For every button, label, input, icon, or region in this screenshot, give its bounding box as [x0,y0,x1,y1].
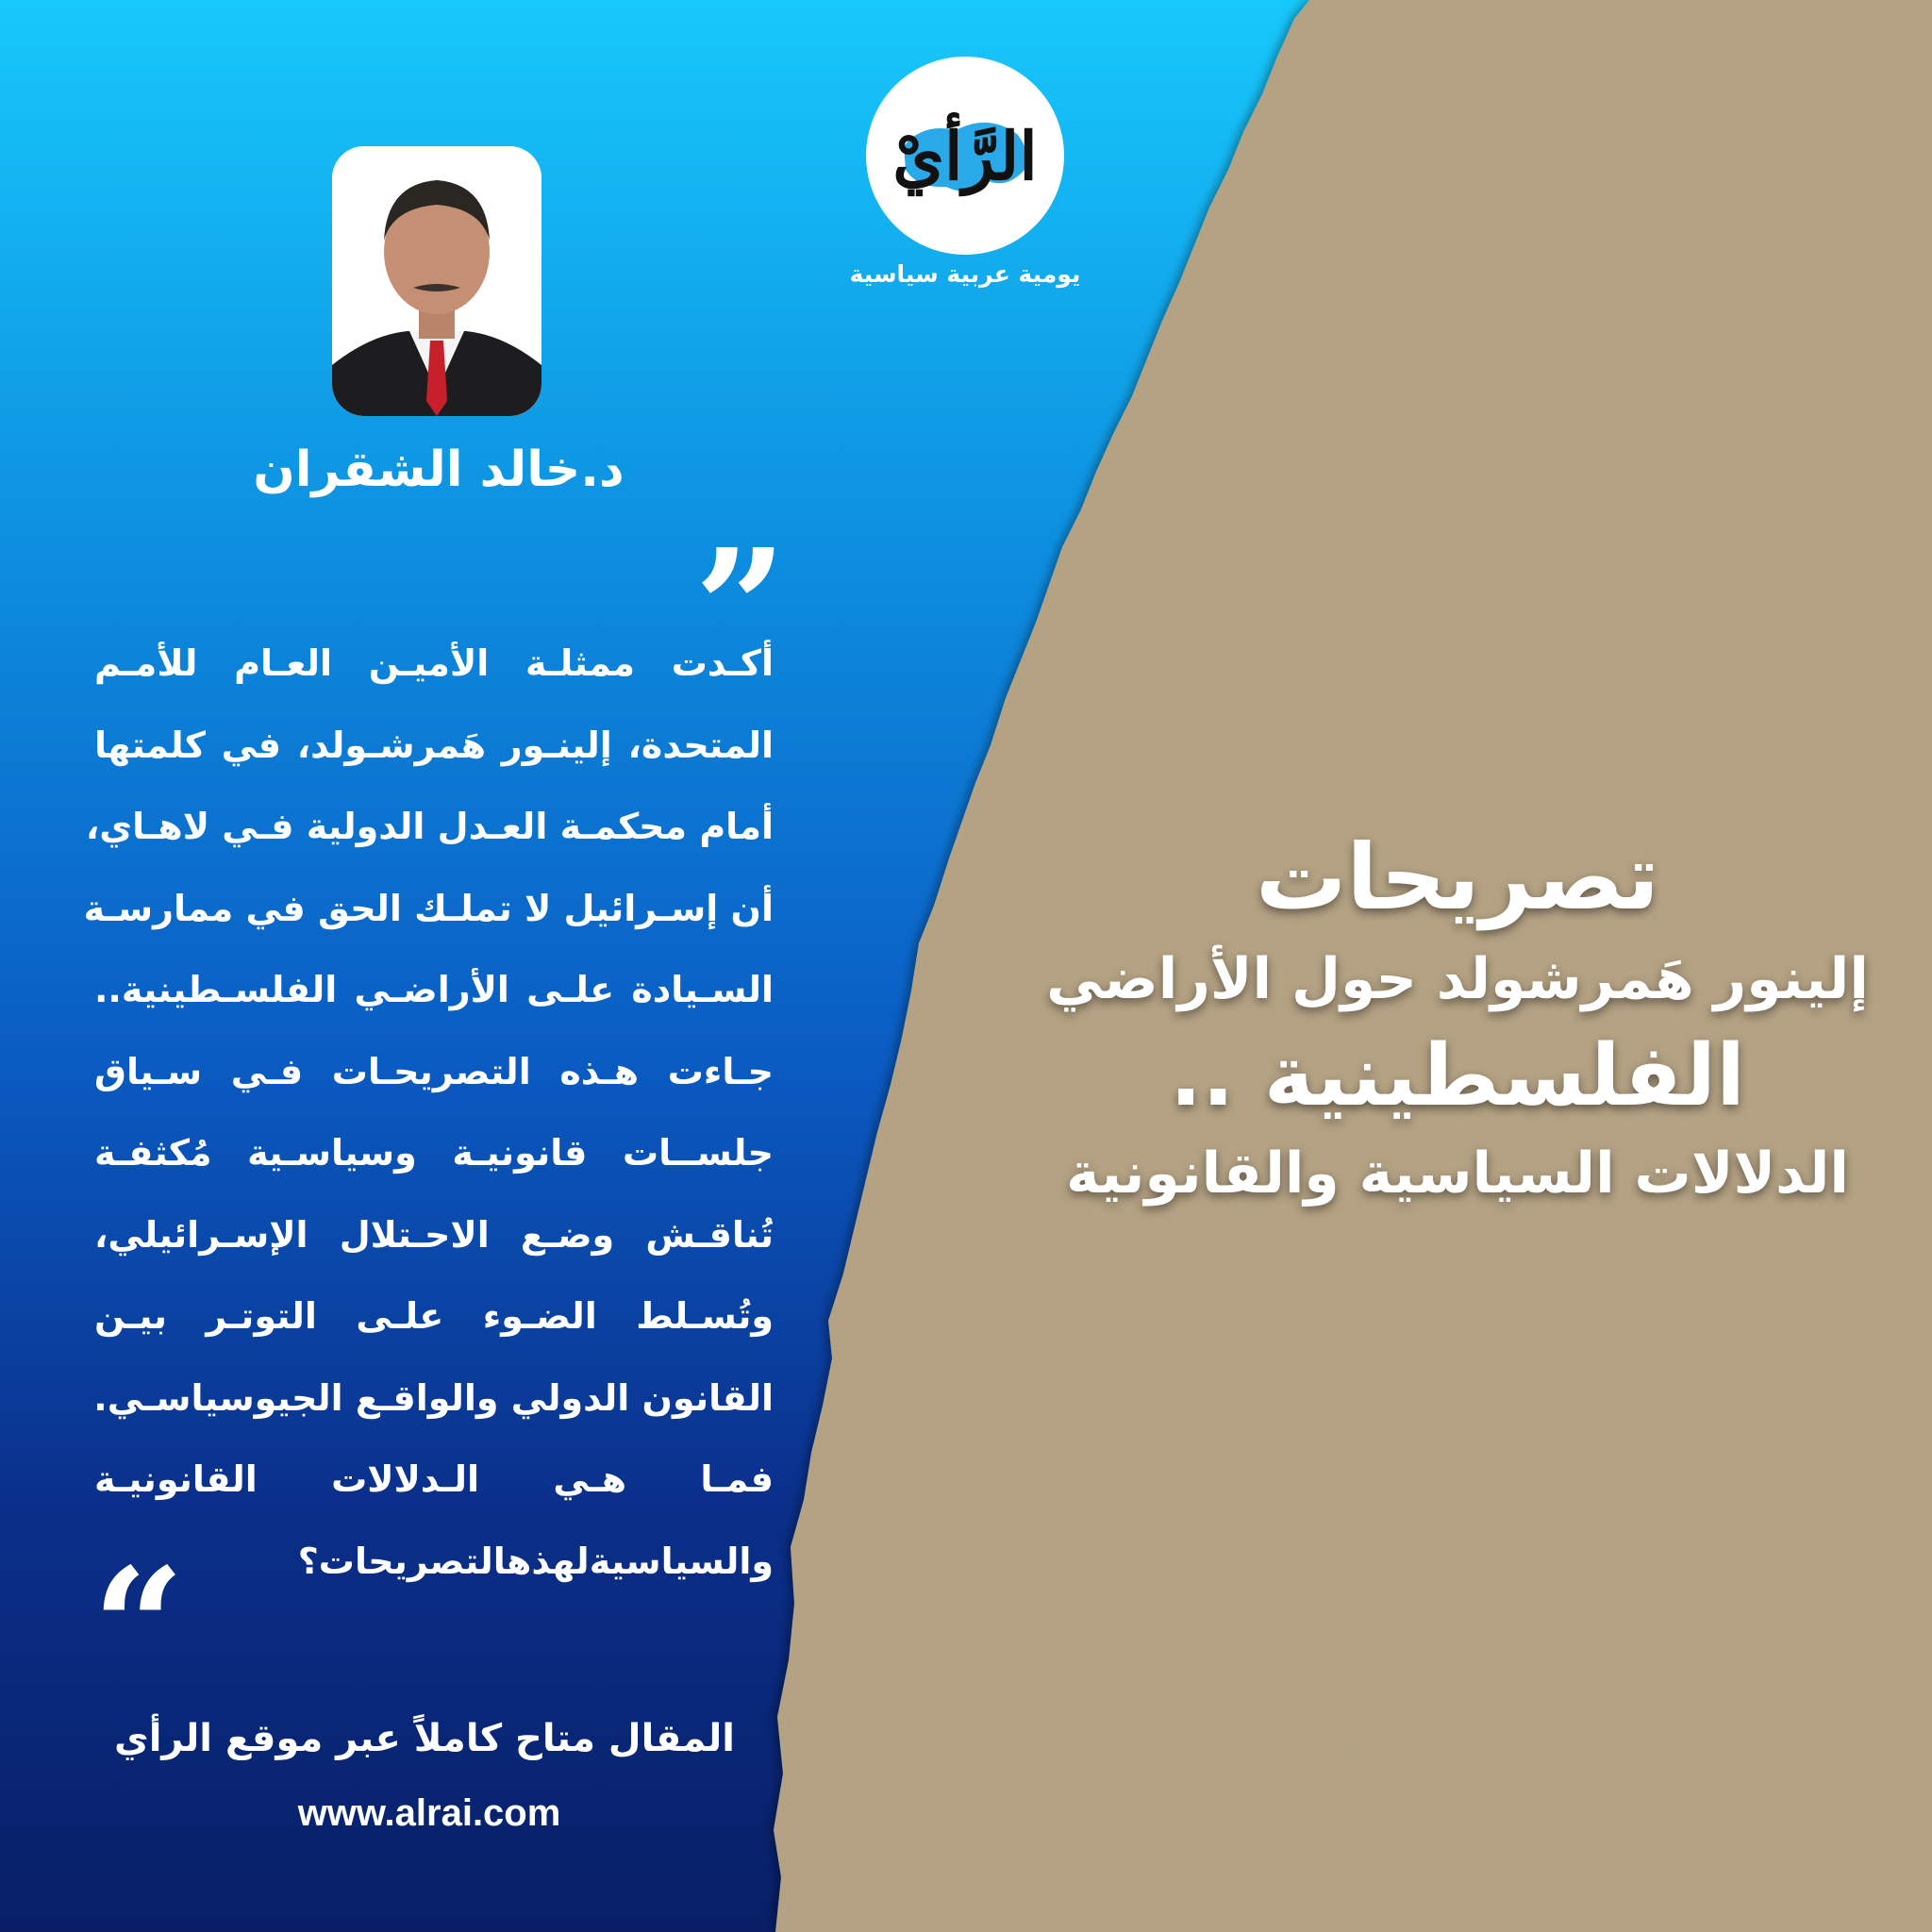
quote-line: تُناقـش وضـع الاحـتلال الإسـرائيلي، [94,1213,774,1256]
author-photo [332,146,541,416]
quote-line: وتُسـلط الضـوء علـى التوتـر بيـن [94,1295,774,1337]
website-link[interactable]: www.alrai.com [297,1792,561,1834]
quote-line: أكـدت ممثلـة الأميـن العـام للأمـم [94,642,774,684]
headline-line-3: الفلسطينية .. [1170,1026,1745,1125]
footer-note: المقال متاح كاملاً عبر موقع الرأي [114,1717,735,1760]
quote-line: جلســات قانونيـة وسياسـية مُكثفـة [94,1132,774,1174]
author-name: د.خالد الشقران [253,441,625,498]
quote-body [83,623,774,1602]
quote-line: السـيادة علـى الأراضـي الفلسـطينية.. [94,969,774,1010]
quote-line: والسياسيةلهذهالتصريحات؟ [297,1540,774,1582]
opening-quote-icon: “ [92,1533,185,1722]
quote-line: المتحدة، إلينـور هَمرشـولد، في كلمتها [94,724,774,766]
logo-wordmark: الرَّأيْ [892,116,1038,195]
closing-quote-icon: ” [694,514,787,703]
quote-line: أن إسـرائيل لا تملـك الحق في ممارسـة [83,887,774,929]
logo-tagline: يومية عربية سياسية [849,260,1081,288]
quote-line: فمـا هـي الـدلالات القانونيـة [94,1458,774,1500]
quote-line: أمام محكمـة العـدل الدولية فـي لاهـاي، [85,806,774,847]
author-portrait-icon [332,146,541,416]
headline [1019,821,1896,1219]
headline-line-2: إلينور هَمرشولد حول الأراضي [1046,946,1869,1012]
headline-line-1: تصريحات [1255,824,1660,930]
headline-line-4: الدلالات السياسية والقانونية [1066,1141,1849,1207]
quote-line: جـاءت هـذه التصريحـات فـي سـياق [94,1050,774,1092]
quote-line: القانون الدولي والواقـع الجيوسياسـي. [93,1376,774,1419]
